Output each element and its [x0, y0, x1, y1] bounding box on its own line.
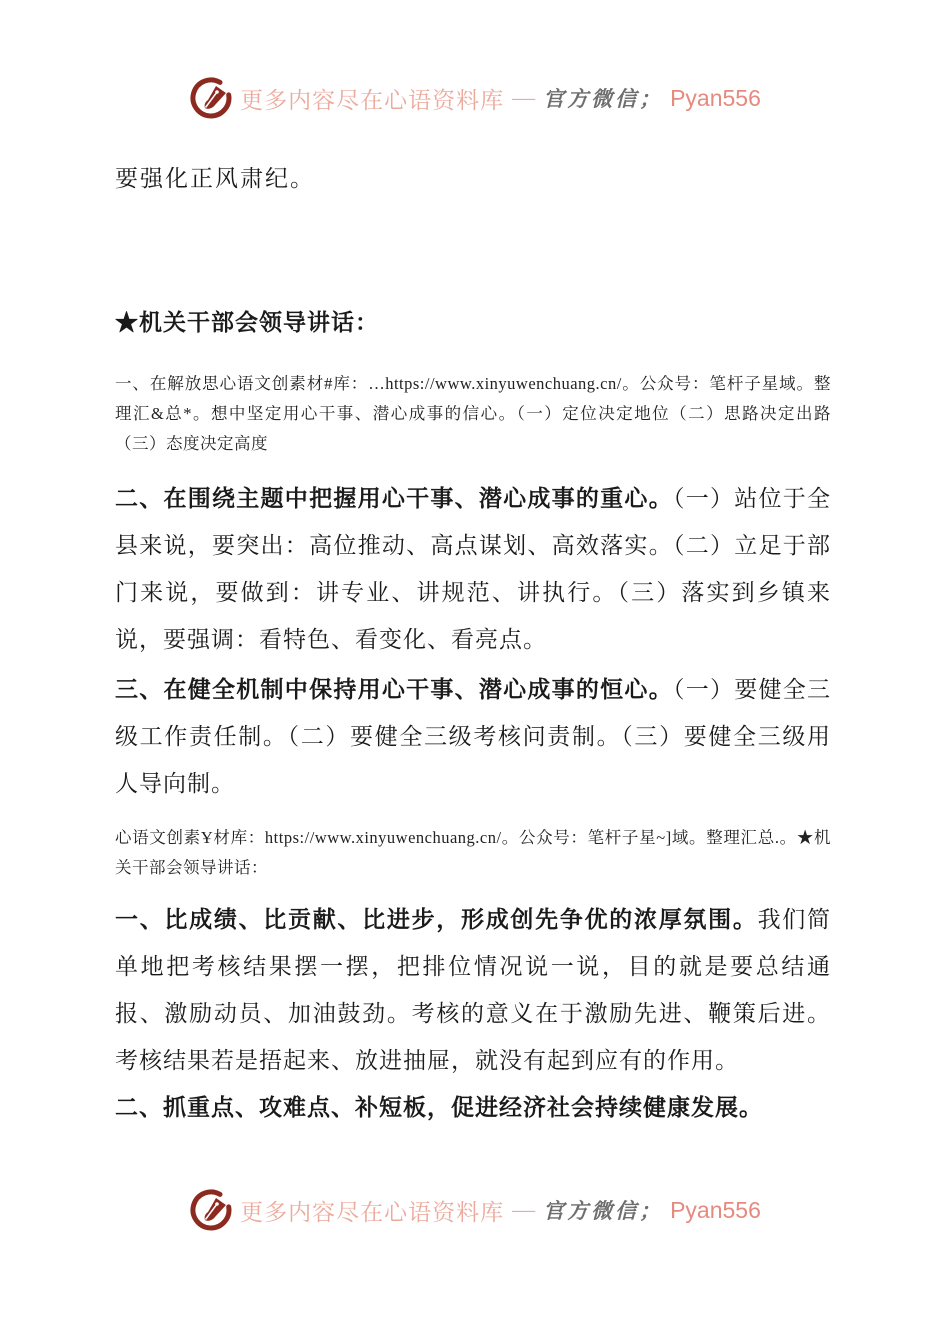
- header-watermark: [0, 76, 950, 120]
- pen-nib-circle-logo-icon: [189, 76, 233, 120]
- paragraph-3-rest: （一）要健全三级工作责任制。（二）要健全三级考核问责制。（三）要健全三级用人导向制。: [115, 677, 832, 796]
- paragraph-3: [115, 666, 831, 807]
- paragraph-4-rest: 我们简单地把考核结果摆一摆，把排位情况说一说，目的就是要总结通报、激励动员、加油鼓劲。考核的意义在于激励先进、鞭策后进。考核结果若是捂起来、放进抽屉，就没有起到应有的作用。: [115, 907, 832, 1073]
- pen-nib-circle-logo-icon: [189, 1188, 233, 1232]
- watermark-brand-text: 更多内容尽在心语资料库: [240, 87, 505, 113]
- watermark-dash: —: [512, 85, 536, 110]
- watermark-dash: —: [512, 1197, 536, 1222]
- watermark-wechat-label: 官方微信；: [543, 1198, 664, 1223]
- watermark-brand-text: 更多内容尽在心语资料库: [240, 1199, 505, 1225]
- paragraph-4-lead: 一、比成绩、比贡献、比进步，形成创先争优的浓厚氛围。: [115, 907, 758, 932]
- paragraph-4: [115, 896, 831, 1084]
- paragraph-3-lead: 三、在健全机制中保持用心干事、潜心成事的恒心。: [115, 677, 673, 702]
- paragraph-intro: 要强化正风肃纪。: [115, 166, 315, 191]
- source-note-2: 心语文创素Ұ材库：https://www.xinyuwenchuang.cn/。公众号：笔杆子星~]域。整理汇总.。★机关干部会领导讲话：: [115, 828, 831, 877]
- paragraph-2: [115, 475, 831, 663]
- watermark-wechat-id: Pyan556: [670, 1196, 761, 1223]
- document-body: [115, 150, 831, 1131]
- paragraph-5-lead: 二、抓重点、攻难点、补短板，促进经济社会持续健康发展。: [115, 1095, 763, 1120]
- paragraph-5: [115, 1084, 831, 1131]
- section-heading: ★机关干部会领导讲话：: [115, 310, 379, 335]
- source-note-1: 一、在解放思心语文创素材#库：…https://www.xinyuwenchuang.cn/。公众号：笔杆子星域。整理汇&总*。想中坚定用心干事、潜心成事的信心。（一）定位决定地位（二）思路决定出路（三）态度决定高度: [115, 374, 831, 453]
- footer-watermark: [0, 1188, 950, 1232]
- paragraph-2-lead: 二、在围绕主题中把握用心干事、潜心成事的重心。: [115, 486, 673, 511]
- paragraph-2-rest: （一）站位于全县来说，要突出：高位推动、高点谋划、高效落实。（二）立足于部门来说，要做到：讲专业、讲规范、讲执行。（三）落实到乡镇来说，要强调：看特色、看变化、看亮点。: [115, 486, 832, 652]
- watermark-wechat-id: Pyan556: [670, 84, 761, 111]
- watermark-wechat-label: 官方微信；: [543, 86, 664, 111]
